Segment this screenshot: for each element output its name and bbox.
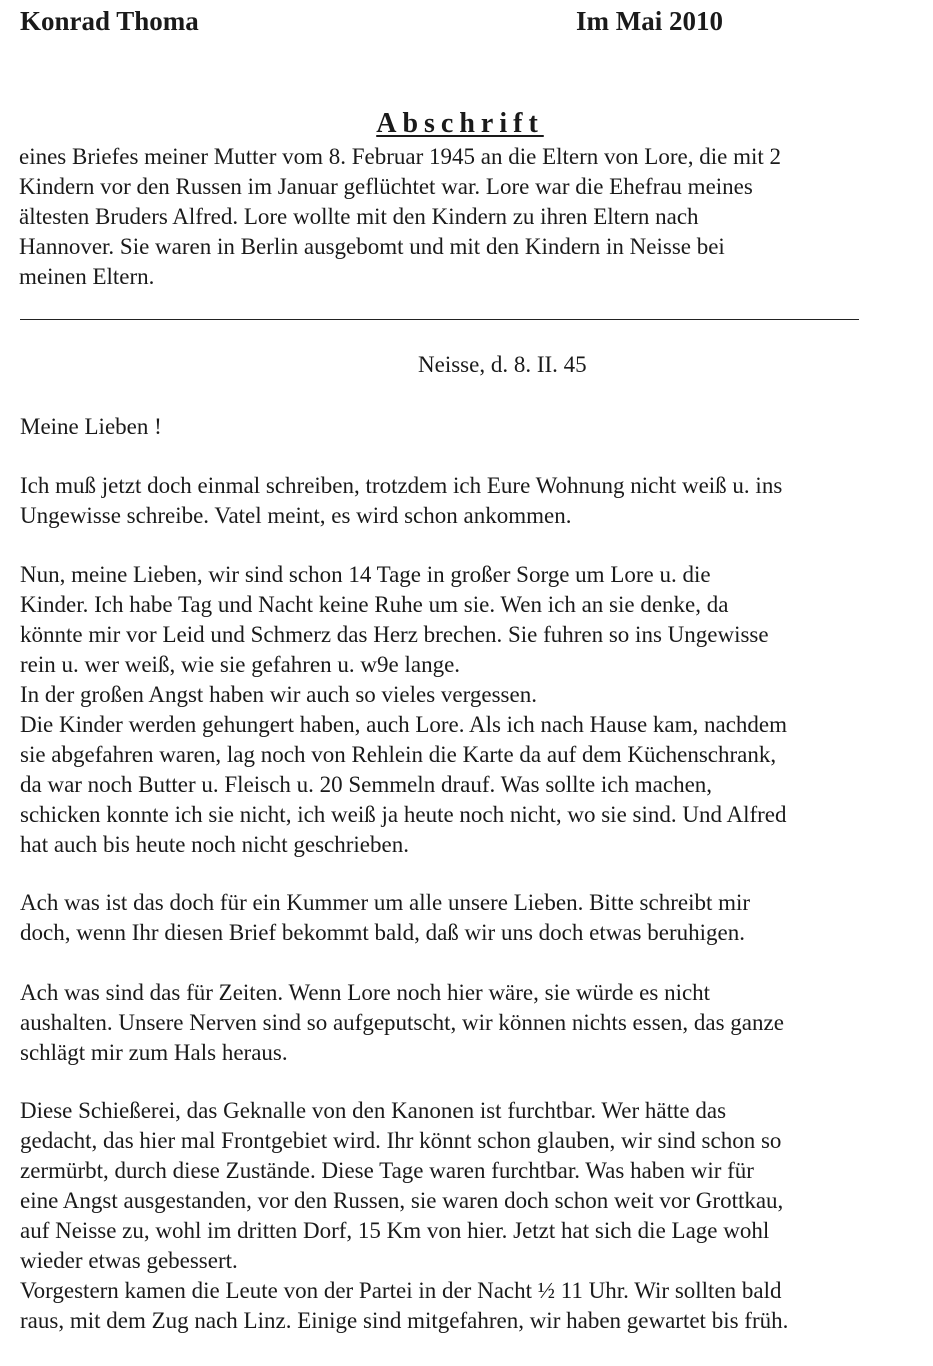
letter-line: da war noch Butter u. Fleisch u. 20 Semmeln drauf. Was sollte ich machen, [20, 772, 713, 797]
intro-line: eines Briefes meiner Mutter vom 8. Februar 1945 an die Eltern von Lore, die mit 2 [19, 144, 781, 169]
letter-line: Die Kinder werden gehungert haben, auch Lore. Als ich nach Hause kam, nachdem [20, 712, 788, 737]
letter-line: sie abgefahren waren, lag noch von Rehlein die Karte da auf dem Küchenschrank, [20, 742, 777, 767]
letter-line: Kinder. Ich habe Tag und Nacht keine Ruhe um sie. Wen ich an sie denke, da [20, 592, 729, 617]
intro-line: Kindern vor den Russen im Januar geflüchtet war. Lore war die Ehefrau meines [19, 174, 753, 199]
letter-paragraph-4 [20, 978, 920, 1068]
intro-paragraph [19, 142, 919, 292]
letter-paragraph-5 [20, 1096, 920, 1336]
author-name: Konrad Thoma [20, 6, 199, 36]
letter-line: schicken konnte ich sie nicht, ich weiß ja heute noch nicht, wo sie sind. Und Alfred [20, 802, 787, 827]
letter-paragraph-3 [20, 888, 920, 948]
intro-line: meinen Eltern. [19, 264, 155, 289]
letter-paragraph-1 [20, 471, 920, 531]
intro-line: Hannover. Sie waren in Berlin ausgebomt und mit den Kindern in Neisse bei [19, 234, 725, 259]
letter-line: raus, mit dem Zug nach Linz. Einige sind mitgefahren, wir haben gewartet bis früh. [20, 1308, 789, 1333]
letter-line: Ach was ist das doch für ein Kummer um alle unsere Lieben. Bitte schreibt mir [20, 890, 751, 915]
letter-line: rein u. wer weiß, wie sie gefahren u. w9e lange. [20, 652, 461, 677]
letter-line: Ach was sind das für Zeiten. Wenn Lore noch hier wäre, sie würde es nicht [20, 980, 711, 1005]
letter-line: schlägt mir zum Hals heraus. [20, 1040, 288, 1065]
letter-line: Ich muß jetzt doch einmal schreiben, trotzdem ich Eure Wohnung nicht weiß u. ins [20, 473, 783, 498]
letter-line: aushalten. Unsere Nerven sind so aufgeputscht, wir können nichts essen, das ganze [20, 1010, 784, 1035]
document-title: Abschrift [376, 108, 544, 139]
letter-line: wieder etwas gebessert. [20, 1248, 238, 1273]
header-date: Im Mai 2010 [576, 6, 723, 36]
letter-line: Diese Schießerei, das Geknalle von den Kanonen ist furchtbar. Wer hätte das [20, 1098, 727, 1123]
letter-line: Ungewisse schreibe. Vatel meint, es wird schon ankommen. [20, 503, 572, 528]
letter-line: Vorgestern kamen die Leute von der Partei in der Nacht ½ 11 Uhr. Wir sollten bald [20, 1278, 782, 1303]
letter-salutation: Meine Lieben ! [20, 414, 162, 439]
letter-paragraph-2 [20, 560, 920, 860]
letter-line: könnte mir vor Leid und Schmerz das Herz brechen. Sie fuhren so ins Ungewisse [20, 622, 769, 647]
letter-line: In der großen Angst haben wir auch so vieles vergessen. [20, 682, 537, 707]
letter-line: eine Angst ausgestanden, vor den Russen, sie waren doch schon weit vor Grottkau, [20, 1188, 784, 1213]
intro-line: ältesten Bruders Alfred. Lore wollte mit den Kindern zu ihren Eltern nach [19, 204, 699, 229]
letter-line: Nun, meine Lieben, wir sind schon 14 Tage in großer Sorge um Lore u. die [20, 562, 711, 587]
horizontal-divider [20, 319, 859, 320]
letter-place-date: Neisse, d. 8. II. 45 [418, 352, 587, 377]
letter-line: gedacht, das hier mal Frontgebiet wird. Ihr könnt schon glauben, wir sind schon so [20, 1128, 782, 1153]
letter-line: zermürbt, durch diese Zustände. Diese Tage waren furchtbar. Was haben wir für [20, 1158, 754, 1183]
letter-line: auf Neisse zu, wohl im dritten Dorf, 15 Km von hier. Jetzt hat sich die Lage wohl [20, 1218, 770, 1243]
letter-line: doch, wenn Ihr diesen Brief bekommt bald, daß wir uns doch etwas beruhigen. [20, 920, 745, 945]
letter-line: hat auch bis heute noch nicht geschrieben. [20, 832, 409, 857]
